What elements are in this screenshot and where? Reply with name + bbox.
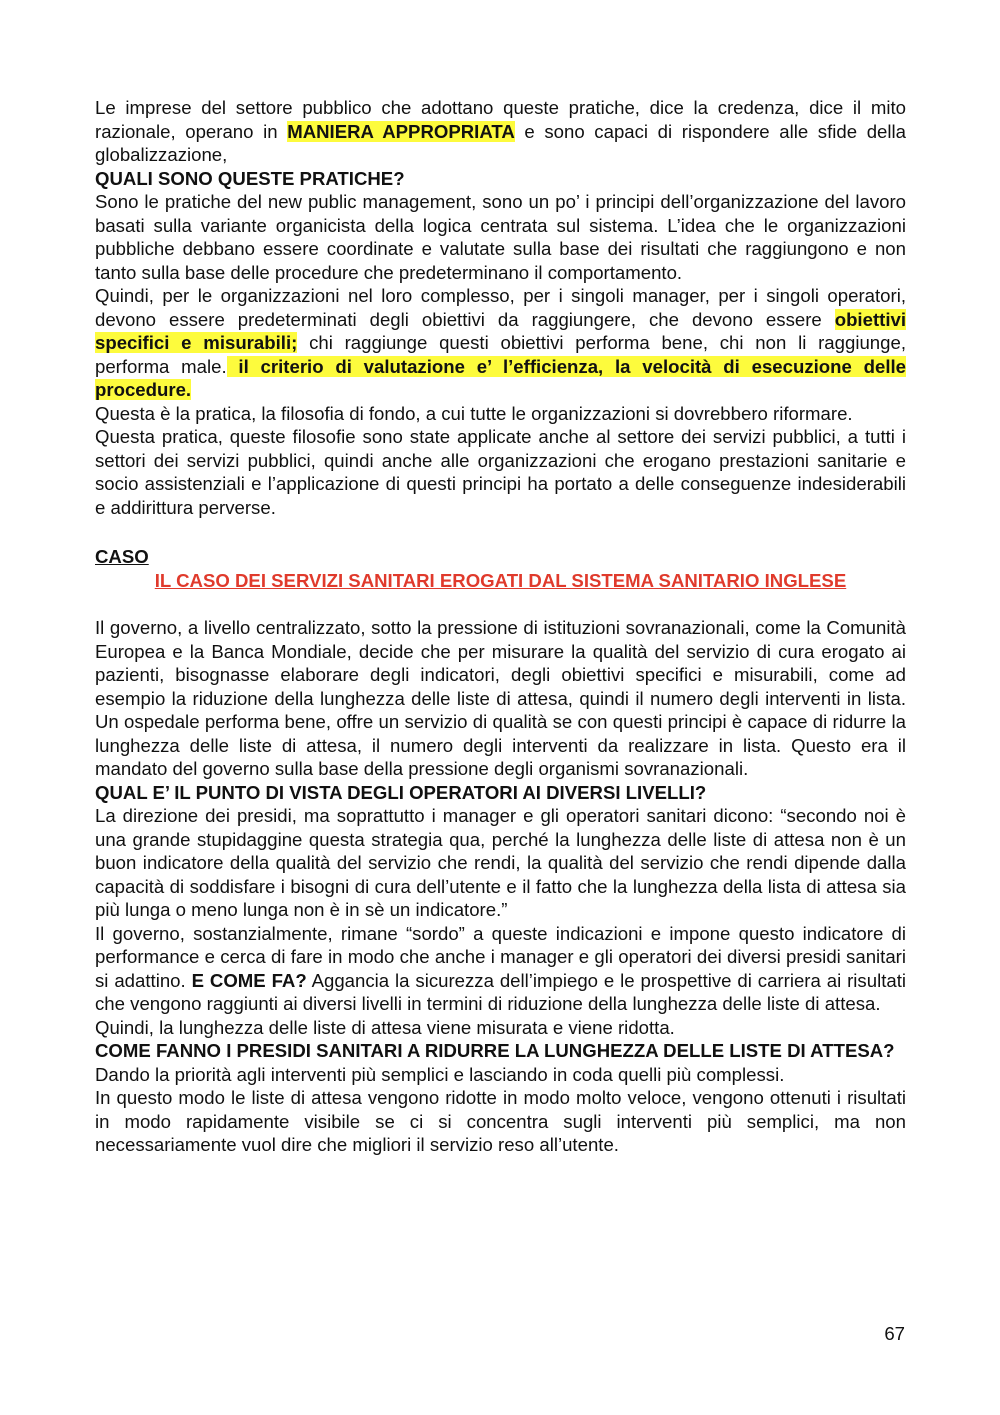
paragraph-governo-sordo-text: Il governo, sostanzialmente, rimane “sordo” a queste indicazioni e impone questo indicatore di performance e cerca di fare in modo che anche i manager e gli operatori dei diversi presidi sanitari si adattino.	[95, 922, 906, 991]
paragraph-priorita: Dando la priorità agli interventi più semplici e lasciando in coda quelli più complessi.	[95, 1063, 785, 1085]
paragraph-obiettivi	[95, 284, 906, 402]
spacer	[95, 519, 906, 545]
page-body	[95, 96, 906, 1157]
paragraph-intro-end: e sono capaci di rispondere alle sfide della globalizzazione,	[95, 120, 906, 165]
paragraph-direzione: La direzione dei presidi, ma soprattutto i manager e gli operatori sanitari dicono: “secondo noi è una grande stupidaggine questa strategia qua, perché la lunghezza delle liste di attesa non è un buon indicatore della qualità del servizio che rendi, la qualità del servizio che rendi dipende dalla capacità di soddisfare i bisogni di cura dell’utente e il fatto che la lunghezza della lista di attesa sia più lunga o meno lunga non è in sè un indicatore.”	[95, 805, 906, 920]
highlight-maniera-appropriata: MANIERA APPROPRIATA	[287, 120, 515, 142]
paragraph-filosofia: Questa è la pratica, la filosofia di fondo, a cui tutte le organizzazioni si dovrebbero riformare.	[95, 402, 853, 424]
highlight-criterio: il criterio di valutazione e’ l’efficienza, la velocità di esecuzione delle procedure.	[95, 355, 906, 400]
paragraph-obiettivi-mid: chi raggiunge questi obiettivi performa bene, chi non li raggiunge, performa male.	[95, 332, 906, 377]
case-title: IL CASO DEI SERVIZI SANITARI EROGATI DAL SISTEMA SANITARIO INGLESE	[154, 569, 847, 591]
paragraph-obiettivi-text: Quindi, per le organizzazioni nel loro complesso, per i singoli manager, per i singoli operatori, devono essere predeterminati degli obiettivi da raggiungere, che devono essere	[95, 285, 906, 330]
page-number: 67	[884, 1323, 905, 1344]
caso-label: CASO	[95, 546, 149, 567]
heading-punto-di-vista: QUAL E’ IL PUNTO DI VISTA DEGLI OPERATORI AI DIVERSI LIVELLI?	[95, 781, 707, 803]
paragraph-applicazione: Questa pratica, queste filosofie sono state applicate anche al settore dei servizi pubblici, a tutti i settori dei servizi pubblici, quindi anche alle organizzazioni che erogano prestazioni sanitarie e socio assistenziali e l’applicazione di questi principi ha portato a delle conseguenze indesiderabili e addirittura perverse.	[95, 426, 906, 518]
paragraph-conclusione: In questo modo le liste di attesa vengono ridotte in modo molto veloce, vengono ottenuti i risultati in modo rapidamente visibile se ci si concentra sugli interventi più semplici, ma non necessariamente vuol dire che migliori il servizio reso all’utente.	[95, 1087, 906, 1155]
paragraph-intro	[95, 96, 906, 167]
bold-e-come-fa: E COME FA?	[191, 969, 307, 991]
paragraph-governo: Il governo, a livello centralizzato, sotto la pressione di istituzioni sovranazionali, come la Comunità Europea e la Banca Mondiale, decide che per misurare la qualità del servizio di cura erogato ai pazienti, bisognasse elaborare degli indicatori, degli obiettivi specifici e misurabili, come ad esempio la riduzione della lunghezza delle liste di attesa, quindi il numero degli interventi in lista. Un ospedale performa bene, offre un servizio di qualità se con questi principi è capace di ridurre la lunghezza delle liste di attesa, il numero degli interventi da realizzare in lista. Questo era il mandato del governo sulla base della pressione degli organismi sovranazionali.	[95, 617, 906, 779]
heading-quali-pratiche: QUALI SONO QUESTE PRATICHE?	[95, 167, 405, 189]
paragraph-intro-text: Le imprese del settore pubblico che adottano queste pratiche, dice la credenza, dice il mito razionale, operano in	[95, 97, 906, 142]
spacer	[95, 592, 906, 616]
heading-come-fanno: COME FANNO I PRESIDI SANITARI A RIDURRE LA LUNGHEZZA DELLE LISTE DI ATTESA?	[95, 1040, 895, 1061]
highlight-obiettivi: obiettivi specifici e misurabili;	[95, 308, 906, 353]
paragraph-governo-sordo	[95, 922, 906, 1016]
paragraph-new-public-management: Sono le pratiche del new public management, sono un po’ i principi dell’organizzazione del lavoro basati sulla variante organicista della logica centrata sul sistema. L’idea che le organizzazioni pubbliche debbano essere coordinate e valutate sulla base dei risultati che raggiungono e non tanto sulla base delle procedure che predeterminano il comportamento.	[95, 191, 906, 283]
paragraph-lunghezza-ridotta: Quindi, la lunghezza delle liste di attesa viene misurata e viene ridotta.	[95, 1016, 675, 1038]
paragraph-governo-sordo-end: Aggancia la sicurezza dell’impiego e le prospettive di carriera ai risultati che vengono raggiunti ai diversi livelli in termini di riduzione della lunghezza delle liste di attesa.	[95, 969, 906, 1014]
